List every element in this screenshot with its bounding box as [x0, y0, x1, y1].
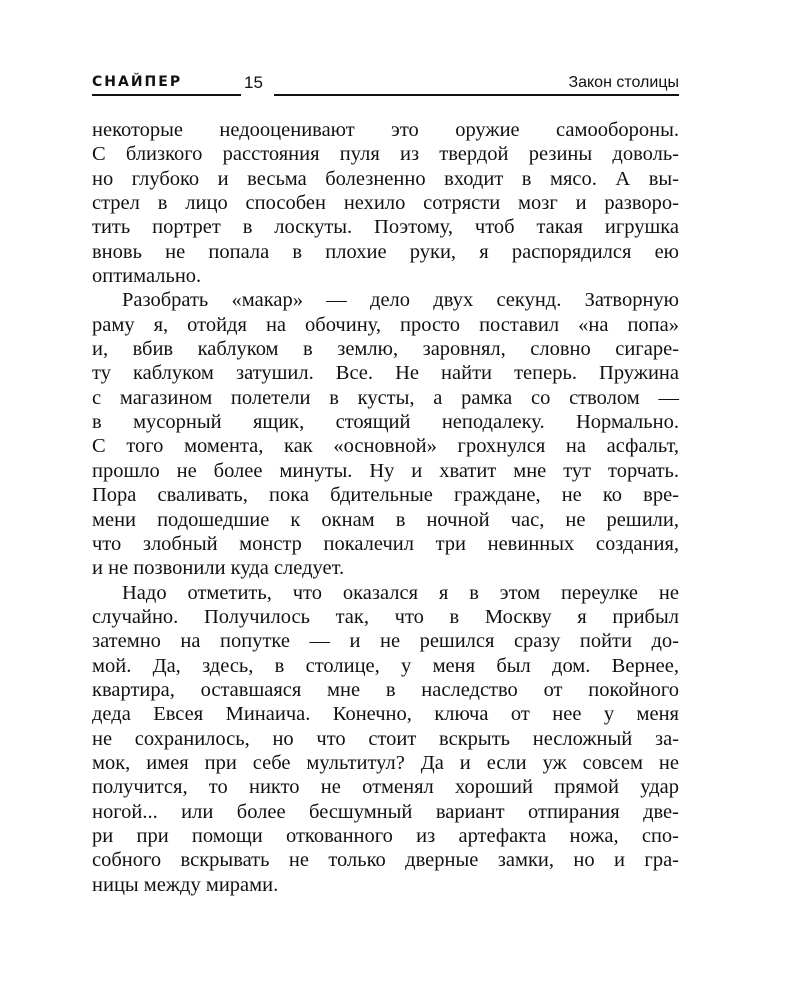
text-line: ногой... или более бесшумный вариант отпирания две-	[92, 800, 679, 823]
text-line: и не позвонили куда следует.	[92, 557, 345, 580]
text-line: С того момента, как «основной» грохнулся на асфальт,	[92, 435, 679, 458]
paragraph	[92, 288, 679, 580]
body-text	[92, 118, 679, 897]
text-line: собного вскрывать не только дверные замки, но и гра-	[92, 849, 679, 872]
page-number: 15	[244, 73, 263, 92]
text-line: квартира, оставшаяся мне в наследство от покойного	[92, 678, 679, 701]
text-line: с магазином полетели в кусты, а рамка со стволом —	[92, 386, 679, 409]
text-line: раму я, отойдя на обочину, просто поставил «на попа»	[92, 313, 679, 336]
text-line: ту каблуком затушил. Все. Не найти теперь. Пружина	[92, 362, 679, 385]
text-line: оптимально.	[92, 265, 202, 288]
paragraph	[92, 581, 679, 897]
text-line: прошло не более минуты. Ну и хватит мне тут торчать.	[92, 459, 679, 482]
text-line: Разобрать «макар» — дело двух секунд. Затворную	[122, 289, 679, 312]
book-title: Закон столицы	[568, 74, 679, 91]
text-line: но глубоко и весьма болезненно входит в мясо. А вы-	[92, 167, 679, 190]
running-header	[92, 74, 679, 98]
text-line: случайно. Получилось так, что в Москву я прибыл	[92, 605, 679, 628]
text-line: Надо отметить, что оказался я в этом переулке не	[122, 581, 679, 604]
text-line: стрел в лицо способен нехило сотрясти мозг и разворо-	[92, 192, 679, 215]
text-line: деда Евсея Минаича. Конечно, ключа от нее у меня	[92, 703, 679, 726]
text-line: мой. Да, здесь, в столице, у меня был дом. Вернее,	[92, 654, 679, 677]
header-rule-right	[274, 94, 679, 96]
text-line: мок, имея при себе мультитул? Да и если уж совсем не	[92, 751, 679, 774]
text-line: получится, то никто не отменял хороший прямой удар	[92, 776, 679, 799]
text-line: некоторые недооценивают это оружие самообороны.	[92, 119, 679, 141]
text-line: не сохранилось, но что стоит вскрыть несложный за-	[92, 727, 679, 750]
text-line: в мусорный ящик, стоящий неподалеку. Нормально.	[92, 411, 679, 434]
paragraph	[92, 118, 679, 288]
text-line: С близкого расстояния пуля из твердой резины доволь-	[92, 143, 679, 166]
text-line: вновь не попала в плохие руки, я распорядился ею	[92, 240, 679, 263]
text-line: мени подошедшие к окнам в ночной час, не решили,	[92, 508, 679, 531]
text-line: и, вбив каблуком в землю, заровнял, словно сигаре-	[92, 338, 679, 361]
text-line: ницы между мирами.	[92, 873, 279, 896]
text-line: затемно на попутке — и не решился сразу пойти до-	[92, 630, 679, 653]
header-rule-left	[92, 94, 241, 96]
text-line: что злобный монстр покалечил три невинных создания,	[92, 532, 679, 555]
text-line: тить портрет в лоскуты. Поэтому, чтоб такая игрушка	[92, 216, 679, 239]
text-line: ри при помощи откованного из артефакта ножа, спо-	[92, 824, 679, 847]
series-title: СНАЙПЕР	[92, 74, 183, 90]
text-line: Пора сваливать, пока бдительные граждане, не ко вре-	[92, 484, 679, 507]
